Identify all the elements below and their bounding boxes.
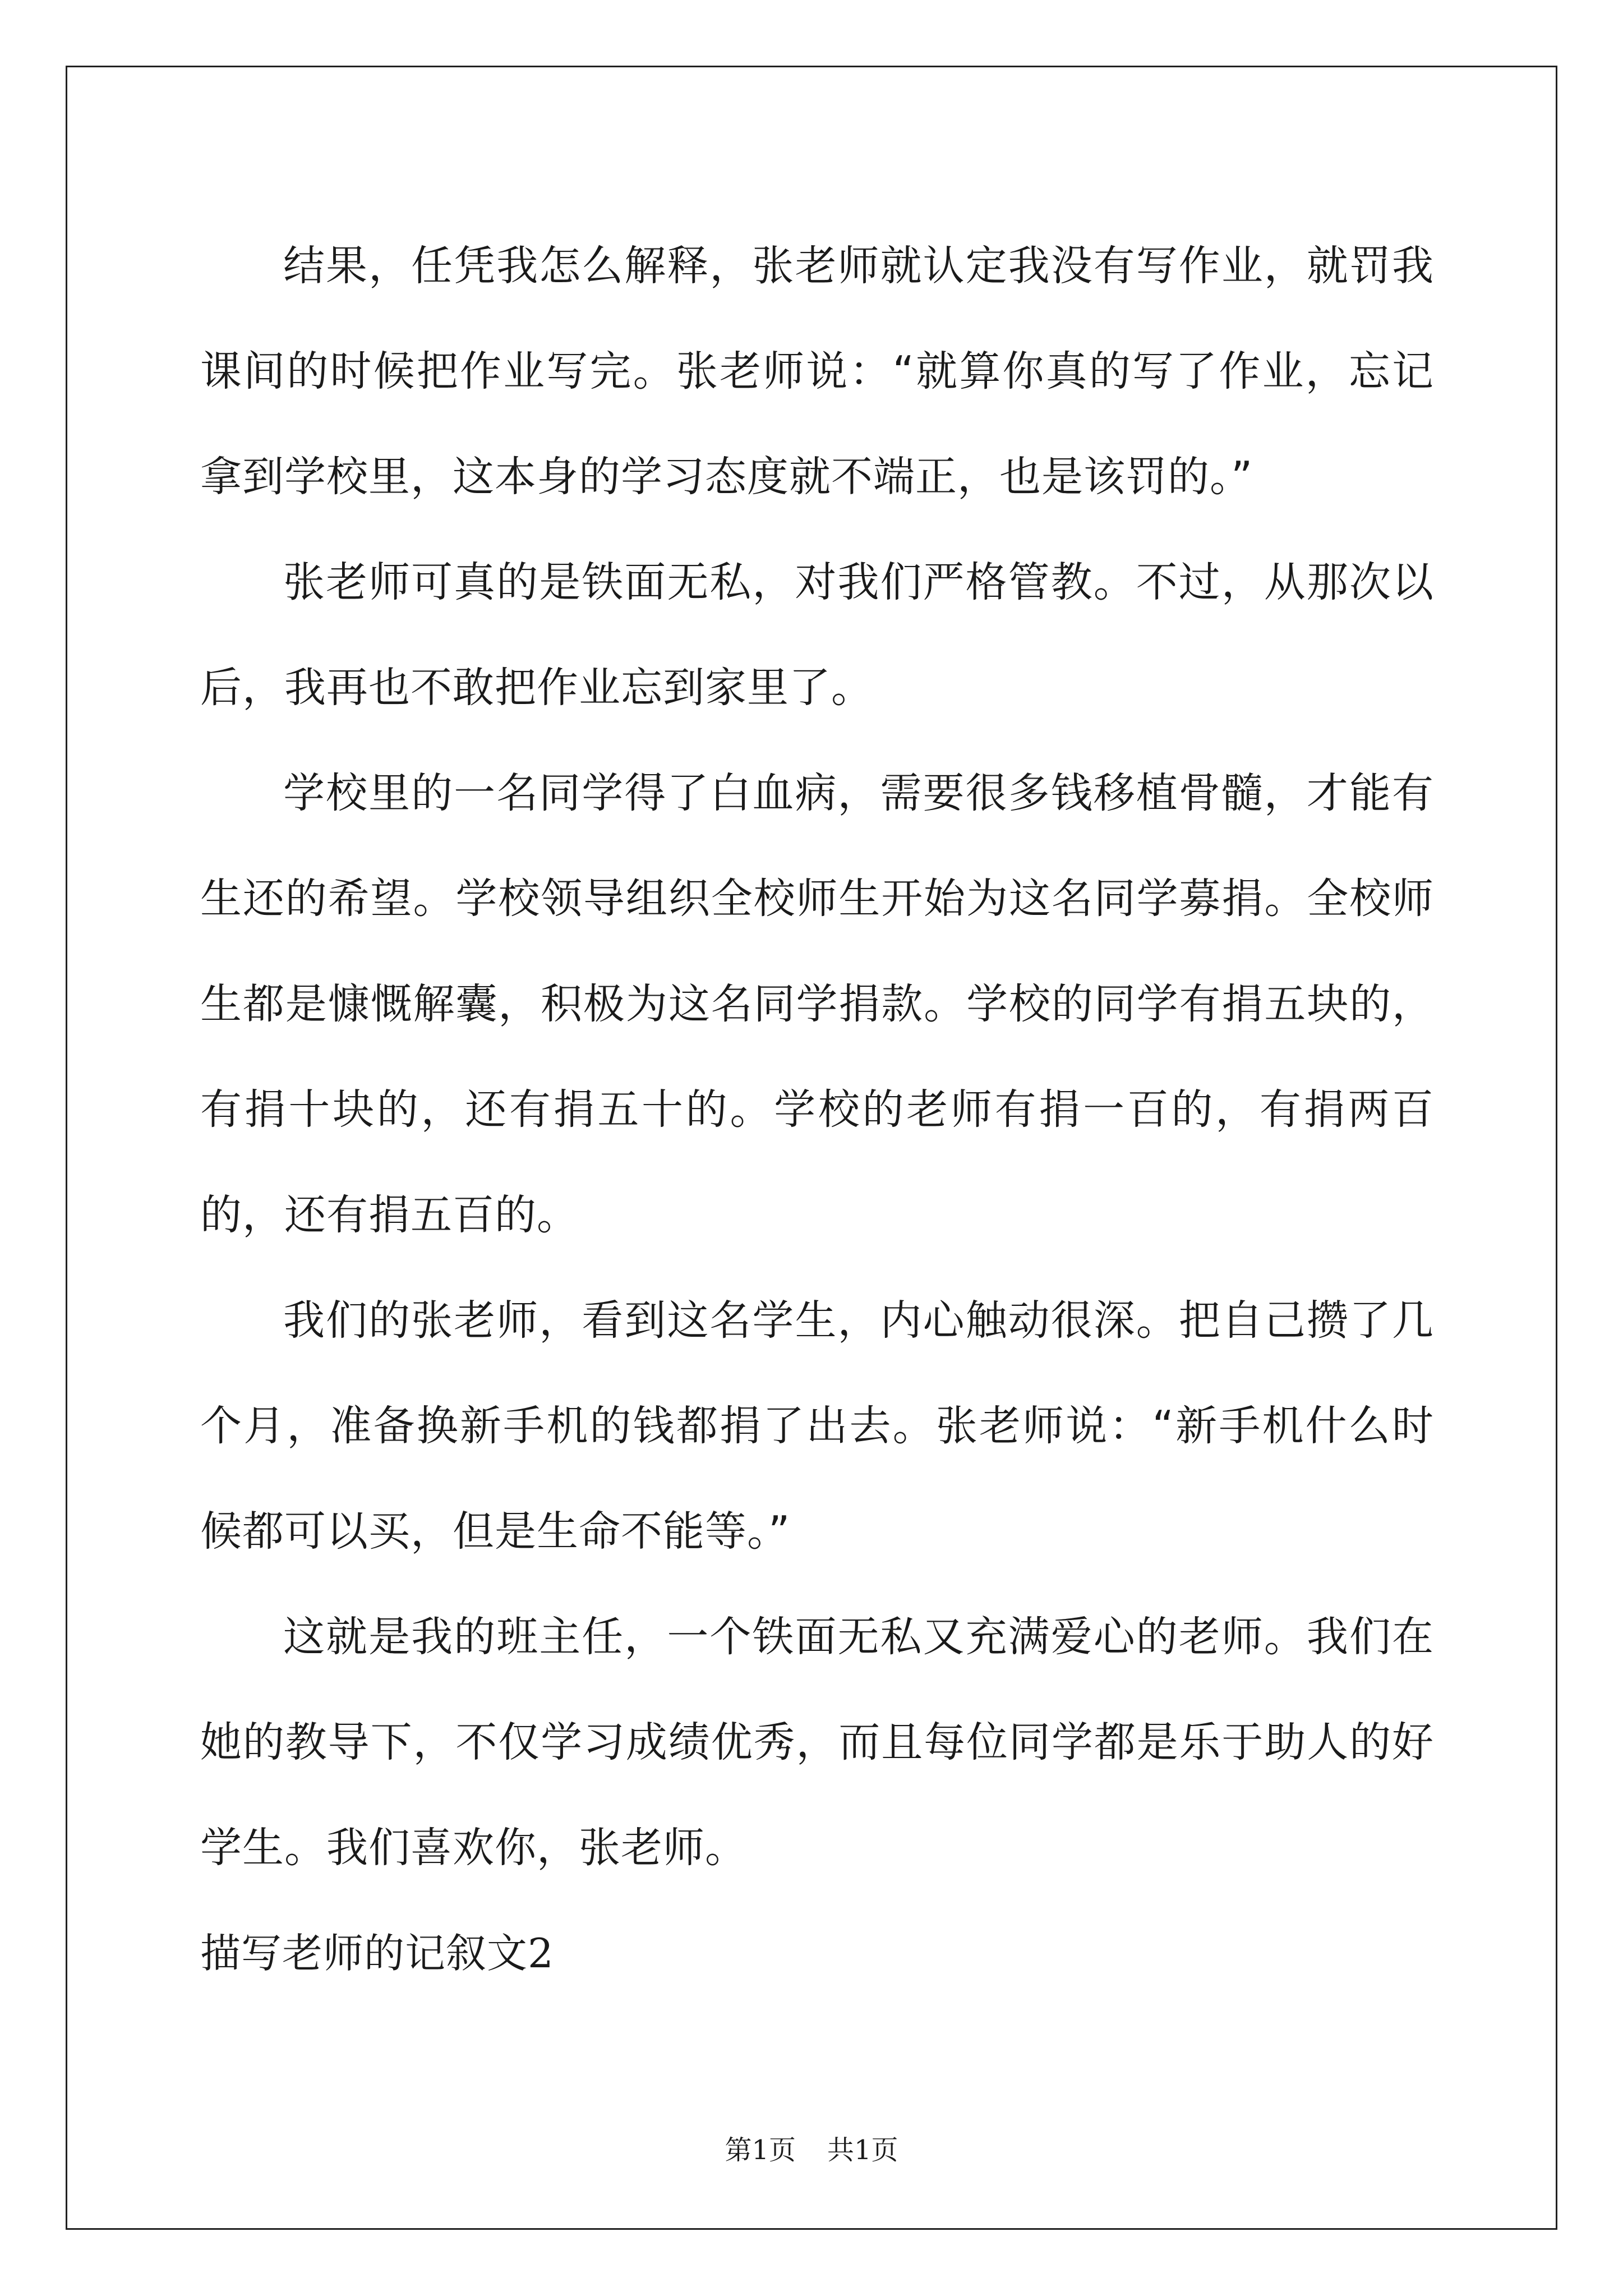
page-number: 第1页 — [725, 2134, 796, 2166]
paragraph-3: 学校里的一名同学得了白血病，需要很多钱移植骨髓，才能有生还的希望。学校领导组织全校师生开始为这名同学募捐。全校师生都是慷慨解囊，积极为这名同学捐款。学校的同学有捐五块的，有捐十块的，还有捐五十的。学校的老师有捐一百的，有捐两百的，还有捐五百的。 — [200, 769, 1434, 1239]
page-footer — [0, 2128, 1623, 2167]
page-total: 共1页 — [827, 2134, 898, 2166]
section-heading: 描写老师的记叙文2 — [200, 1930, 554, 1977]
paragraph-1: 结果，任凭我怎么解释，张老师就认定我没有写作业，就罚我课间的时候把作业写完。张老师说：“就算你真的写了作业，忘记拿到学校里，这本身的学习态度就不端正，也是该罚的。” — [200, 242, 1434, 501]
paragraph-5: 这就是我的班主任，一个铁面无私又充满爱心的老师。我们在她的教导下，不仅学习成绩优秀，而且每位同学都是乐于助人的好学生。我们喜欢你，张老师。 — [200, 1613, 1434, 1872]
paragraph-2: 张老师可真的是铁面无私，对我们严格管教。不过，从那次以后，我再也不敢把作业忘到家里了。 — [200, 558, 1434, 712]
document-body — [200, 213, 1434, 2006]
paragraph-4: 我们的张老师，看到这名学生，内心触动很深。把自己攒了几个月，准备换新手机的钱都捐了出去。张老师说：“新手机什么时候都可以买，但是生命不能等。” — [200, 1296, 1434, 1556]
